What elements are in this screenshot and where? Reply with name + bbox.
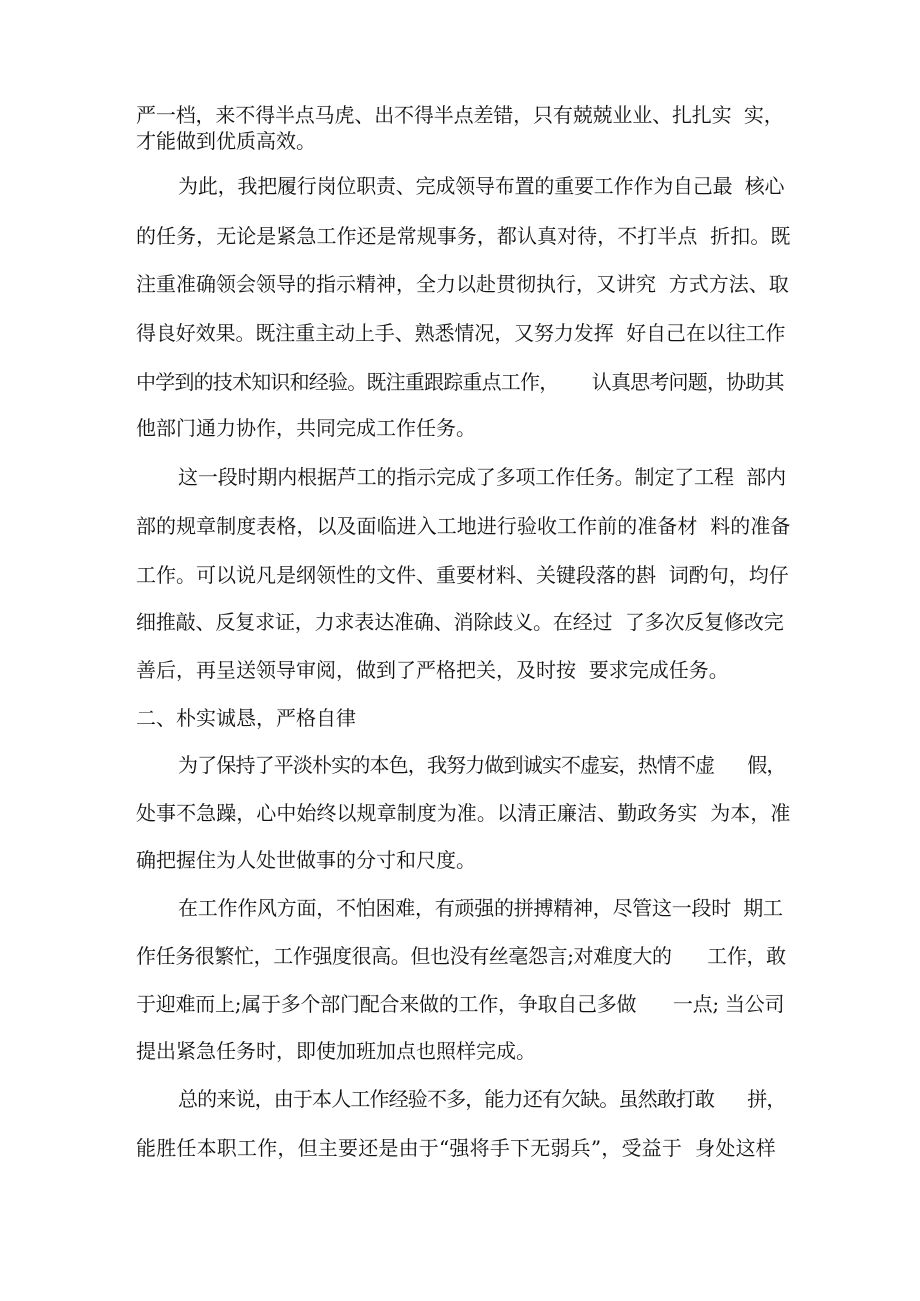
paragraph-2-line-5: 中学到的技术知识和经验。既注重跟踪重点工作， 认真思考问题，协助其: [136, 370, 784, 394]
paragraph-2-line-3: 注重准确领会领导的指示精神，全力以赴贯彻执行，又讲究 方式方法、取: [136, 272, 789, 296]
paragraph-6-line-2: 作任务很繁忙，工作强度很高。但也没有丝毫怨言;对难度大的 工作，敢: [136, 944, 786, 968]
paragraph-2-line-1: 为此，我把履行岗位职责、完成领导布置的重要工作作为自己最 核心: [178, 174, 785, 198]
paragraph-7-line-2: 能胜任本职工作，但主要还是由于“强将手下无弱兵”，受益于 身处这样: [136, 1136, 776, 1160]
paragraph-6-line-3: 于迎难而上;属于多个部门配合来做的工作，争取自己多做 一点; 当公司: [136, 992, 785, 1016]
paragraph-1-line-2: 才能做到优质高效。: [136, 129, 316, 153]
paragraph-5-line-1: 为了保持了平淡朴实的本色，我努力做到诚实不虚妄，热情不虚 假，: [178, 753, 786, 777]
paragraph-3-line-4: 细推敲、反复求证，力求表达准确、消除歧义。在经过 了多次反复修改完: [136, 610, 784, 634]
paragraph-3-line-5: 善后，再呈送领导审阅，做到了严格把关，及时按 要求完成任务。: [136, 658, 729, 682]
paragraph-3-line-1: 这一段时期内根据芦工的指示完成了多项工作任务。制定了工程 部内: [178, 465, 786, 489]
paragraph-2-line-2: 的任务，无论是紧急工作还是常规事务，都认真对待，不打半点 折扣。既: [136, 224, 791, 248]
paragraph-6-line-1: 在工作作风方面，不怕困难，有顽强的拼搏精神，尽管这一段时 期工: [178, 896, 783, 920]
paragraph-5-line-3: 确把握住为人处世做事的分寸和尺度。: [136, 848, 476, 872]
paragraph-2-line-4: 得良好效果。既注重主动上手、熟悉情况，又努力发挥 好自己在以往工作: [136, 321, 786, 345]
paragraph-2-line-6: 他部门通力协作，共同完成工作任务。: [136, 416, 476, 440]
paragraph-5-line-2: 处事不急躁，心中始终以规章制度为准。以清正廉洁、勤政务实 为本，准: [136, 801, 791, 825]
section-heading: 二、朴实诚恳，严格自律: [136, 706, 356, 730]
paragraph-7-line-1: 总的来说，由于本人工作经验不多，能力还有欠缺。虽然敢打敢 拼，: [178, 1087, 786, 1111]
paragraph-1-line-1: 严一档，来不得半点马虎、出不得半点差错，只有兢兢业业、扎扎实 实，: [136, 103, 784, 127]
paragraph-3-line-3: 工作。可以说凡是纲领性的文件、重要材料、关键段落的斟 词酌句，均仔: [136, 563, 789, 587]
paragraph-6-line-4: 提出紧急任务时，即使加班加点也照样完成。: [136, 1039, 536, 1063]
paragraph-3-line-2: 部的规章制度表格，以及面临进入工地进行验收工作前的准备材 料的准备: [136, 514, 791, 538]
